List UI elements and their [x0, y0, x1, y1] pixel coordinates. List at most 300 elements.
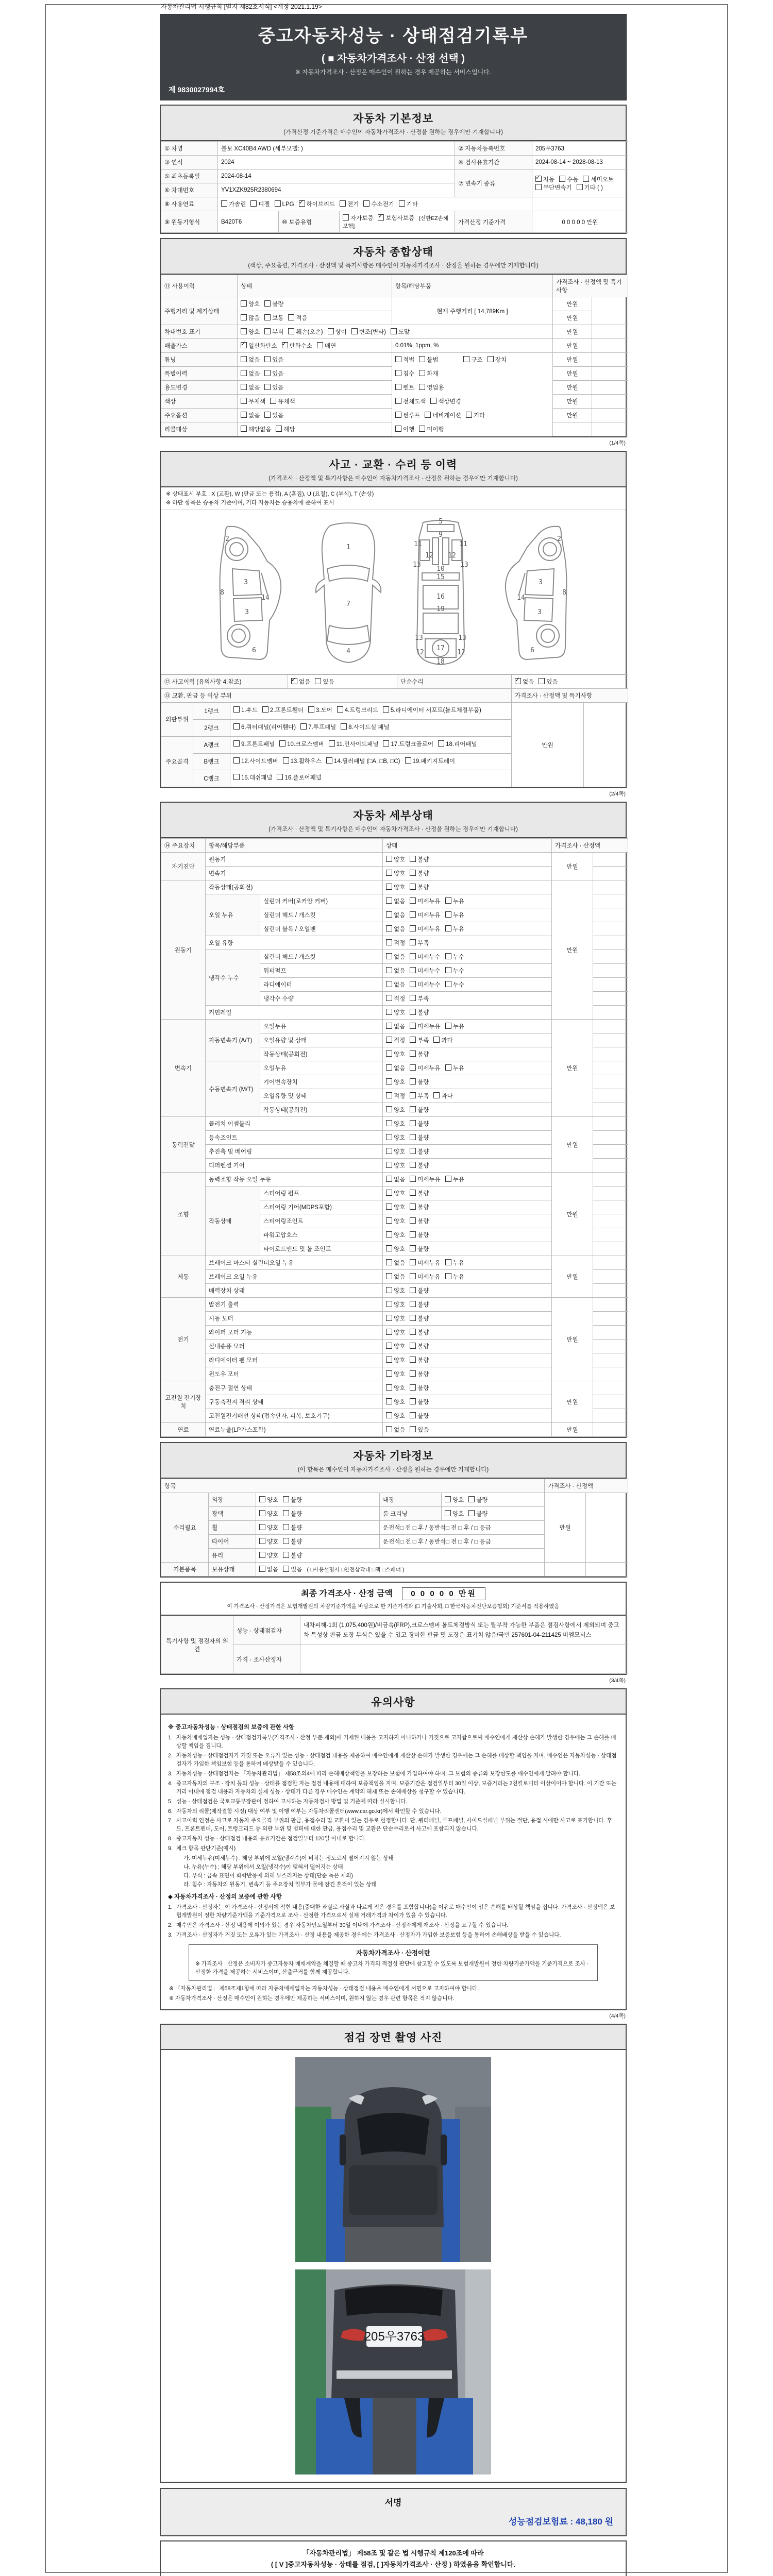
checkbox-icon[interactable]: [341, 723, 347, 730]
checkbox-option[interactable]: [277, 773, 322, 784]
checkbox-option[interactable]: [466, 411, 485, 419]
checkbox-option[interactable]: [419, 383, 444, 392]
checkbox-icon[interactable]: [340, 200, 346, 207]
checkbox-icon[interactable]: [259, 1510, 265, 1516]
checkbox-option[interactable]: [386, 1078, 405, 1086]
checkbox-icon[interactable]: [276, 426, 282, 432]
checkbox-icon[interactable]: [410, 967, 416, 973]
checkbox-option[interactable]: [233, 739, 275, 751]
checkbox-icon[interactable]: [410, 1357, 416, 1363]
checkbox-icon[interactable]: [386, 1204, 392, 1210]
checkbox-option[interactable]: [270, 397, 295, 405]
checkbox-option[interactable]: [259, 1537, 278, 1546]
checkbox-option[interactable]: [410, 1328, 429, 1336]
checkbox-option[interactable]: [275, 200, 294, 208]
checkbox-icon[interactable]: [410, 1231, 416, 1238]
checkbox-icon[interactable]: [410, 911, 416, 918]
checkbox-icon[interactable]: [264, 370, 271, 376]
checkbox-icon[interactable]: [468, 1496, 475, 1502]
checkbox-option[interactable]: [283, 1537, 302, 1546]
checkbox-icon[interactable]: [386, 1176, 392, 1182]
checkbox-icon[interactable]: [419, 370, 425, 376]
checkbox-icon[interactable]: [386, 1357, 392, 1363]
checkbox-icon[interactable]: [386, 1134, 392, 1140]
checkbox-icon[interactable]: [468, 1510, 475, 1516]
checkbox-option[interactable]: [430, 397, 461, 405]
checkbox-option[interactable]: [386, 1092, 405, 1100]
checkbox-icon[interactable]: [241, 384, 247, 390]
checkbox-icon[interactable]: [559, 176, 565, 182]
checkbox-icon[interactable]: [283, 757, 289, 764]
checkbox-icon[interactable]: [410, 1287, 416, 1293]
checkbox-option[interactable]: [340, 200, 359, 208]
checkbox-icon[interactable]: [386, 1259, 392, 1265]
checkbox-icon[interactable]: [326, 757, 332, 764]
checkbox-icon[interactable]: [386, 897, 392, 904]
checkbox-icon[interactable]: [430, 398, 436, 404]
checkbox-option[interactable]: [410, 1078, 429, 1086]
checkbox-option[interactable]: [386, 953, 405, 961]
checkbox-option[interactable]: [386, 980, 405, 989]
checkbox-option[interactable]: [395, 369, 414, 378]
checkbox-icon[interactable]: [395, 384, 401, 390]
checkbox-option[interactable]: [410, 1008, 429, 1016]
checkbox-icon[interactable]: [386, 1148, 392, 1154]
checkbox-icon[interactable]: [410, 1204, 416, 1210]
checkbox-option[interactable]: [386, 869, 405, 877]
checkbox-option[interactable]: [391, 328, 410, 336]
checkbox-option[interactable]: [445, 1064, 464, 1072]
checkbox-icon[interactable]: [410, 856, 416, 862]
checkbox-icon[interactable]: [386, 1106, 392, 1112]
checkbox-option[interactable]: [282, 342, 312, 350]
checkbox-icon[interactable]: [577, 184, 583, 190]
checkbox-option[interactable]: [300, 722, 336, 734]
checkbox-option[interactable]: [326, 756, 400, 768]
checkbox-icon[interactable]: [386, 884, 392, 890]
checkbox-option[interactable]: [410, 1314, 429, 1323]
checkbox-option[interactable]: [383, 705, 481, 717]
checkbox-option[interactable]: [363, 200, 394, 208]
checked-checkbox-icon[interactable]: [282, 342, 288, 348]
checkbox-icon[interactable]: [410, 1009, 416, 1015]
checkbox-icon[interactable]: [262, 706, 268, 713]
checkbox-icon[interactable]: [410, 1106, 416, 1112]
checkbox-icon[interactable]: [259, 1496, 265, 1502]
checkbox-option[interactable]: [410, 1161, 429, 1170]
checkbox-option[interactable]: [419, 369, 438, 378]
checkbox-option[interactable]: [410, 1273, 440, 1281]
checkbox-icon[interactable]: [419, 356, 425, 362]
checkbox-icon[interactable]: [410, 939, 416, 945]
checkbox-icon[interactable]: [419, 426, 425, 432]
checkbox-option[interactable]: [262, 705, 304, 717]
checkbox-option[interactable]: [241, 369, 260, 378]
checked-checkbox-icon[interactable]: [241, 342, 247, 348]
checkbox-option[interactable]: [259, 1496, 278, 1504]
checkbox-icon[interactable]: [410, 1134, 416, 1140]
checkbox-option[interactable]: [386, 897, 405, 905]
checkbox-option[interactable]: [250, 200, 270, 208]
checkbox-icon[interactable]: [386, 1217, 392, 1224]
checkbox-icon[interactable]: [488, 356, 494, 362]
checkbox-icon[interactable]: [383, 706, 389, 713]
checkbox-option[interactable]: [535, 175, 554, 183]
checkbox-icon[interactable]: [386, 856, 392, 862]
checkbox-icon[interactable]: [386, 1329, 392, 1335]
checkbox-option[interactable]: [241, 300, 260, 308]
checkbox-icon[interactable]: [386, 995, 392, 1001]
checkbox-icon[interactable]: [283, 1566, 289, 1572]
checkbox-option[interactable]: [410, 1286, 429, 1295]
checkbox-icon[interactable]: [386, 1120, 392, 1126]
checkbox-option[interactable]: [378, 214, 414, 222]
checkbox-option[interactable]: [264, 411, 283, 419]
checkbox-icon[interactable]: [445, 911, 451, 918]
checkbox-icon[interactable]: [419, 384, 425, 390]
checkbox-option[interactable]: [264, 328, 283, 336]
checkbox-icon[interactable]: [264, 384, 271, 390]
checkbox-icon[interactable]: [259, 1538, 265, 1544]
checkbox-option[interactable]: [410, 869, 429, 877]
checkbox-option[interactable]: [386, 911, 405, 919]
checkbox-icon[interactable]: [410, 1162, 416, 1168]
checkbox-option[interactable]: [241, 425, 271, 433]
checkbox-option[interactable]: [386, 1398, 405, 1406]
checkbox-option[interactable]: [299, 200, 335, 208]
checkbox-icon[interactable]: [386, 1343, 392, 1349]
checkbox-option[interactable]: [241, 397, 265, 405]
checkbox-icon[interactable]: [386, 1287, 392, 1293]
checkbox-icon[interactable]: [386, 1023, 392, 1029]
checkbox-option[interactable]: [399, 200, 418, 208]
checkbox-icon[interactable]: [241, 412, 247, 418]
checkbox-icon[interactable]: [405, 757, 411, 764]
checkbox-option[interactable]: [559, 175, 578, 183]
checkbox-icon[interactable]: [391, 328, 397, 334]
checkbox-icon[interactable]: [386, 1190, 392, 1196]
checkbox-icon[interactable]: [250, 200, 257, 207]
checkbox-option[interactable]: [329, 739, 379, 751]
checkbox-icon[interactable]: [399, 200, 405, 207]
checkbox-icon[interactable]: [386, 870, 392, 876]
checkbox-option[interactable]: [288, 314, 307, 322]
checkbox-option[interactable]: [445, 980, 464, 989]
checkbox-option[interactable]: [419, 355, 438, 364]
checkbox-option[interactable]: [410, 1189, 429, 1197]
checkbox-icon[interactable]: [410, 1301, 416, 1307]
checkbox-option[interactable]: [410, 897, 440, 905]
checkbox-option[interactable]: [386, 1133, 405, 1142]
checkbox-option[interactable]: [264, 355, 283, 364]
checkbox-option[interactable]: [410, 855, 429, 863]
checkbox-icon[interactable]: [328, 328, 334, 334]
checkbox-option[interactable]: [276, 425, 295, 433]
checkbox-icon[interactable]: [283, 1496, 289, 1502]
checkbox-icon[interactable]: [410, 1273, 416, 1279]
checkbox-icon[interactable]: [386, 1037, 392, 1043]
checkbox-icon[interactable]: [445, 1510, 451, 1516]
checkbox-option[interactable]: [405, 756, 456, 768]
checkbox-icon[interactable]: [277, 774, 283, 780]
checkbox-option[interactable]: [386, 1147, 405, 1156]
checkbox-icon[interactable]: [241, 300, 247, 307]
checkbox-icon[interactable]: [410, 1064, 416, 1071]
checkbox-option[interactable]: [445, 1496, 464, 1504]
checkbox-option[interactable]: [386, 1342, 405, 1350]
checkbox-icon[interactable]: [466, 412, 472, 418]
checkbox-icon[interactable]: [395, 370, 401, 376]
checkbox-icon[interactable]: [395, 398, 401, 404]
checkbox-icon[interactable]: [264, 412, 271, 418]
checkbox-icon[interactable]: [425, 412, 431, 418]
checkbox-option[interactable]: [241, 383, 260, 392]
checkbox-icon[interactable]: [410, 953, 416, 959]
checkbox-icon[interactable]: [410, 1259, 416, 1265]
checkbox-option[interactable]: [386, 1036, 405, 1044]
checkbox-option[interactable]: [337, 705, 378, 717]
checkbox-option[interactable]: [410, 1120, 429, 1128]
checkbox-option[interactable]: [410, 911, 440, 919]
checkbox-icon[interactable]: [259, 1524, 265, 1530]
checkbox-icon[interactable]: [386, 1009, 392, 1015]
checkbox-option[interactable]: [410, 1203, 429, 1211]
checkbox-option[interactable]: [386, 1189, 405, 1197]
checkbox-icon[interactable]: [410, 1023, 416, 1029]
checkbox-option[interactable]: [386, 967, 405, 975]
checkbox-icon[interactable]: [233, 774, 240, 780]
checkbox-option[interactable]: [438, 739, 477, 751]
checkbox-icon[interactable]: [410, 1315, 416, 1321]
checkbox-option[interactable]: [315, 677, 334, 686]
checkbox-icon[interactable]: [283, 1524, 289, 1530]
checkbox-icon[interactable]: [445, 1064, 451, 1071]
checkbox-icon[interactable]: [386, 1412, 392, 1418]
checkbox-icon[interactable]: [410, 1329, 416, 1335]
checkbox-option[interactable]: [283, 1496, 302, 1504]
checkbox-option[interactable]: [468, 1496, 488, 1504]
checkbox-option[interactable]: [410, 1300, 429, 1309]
checkbox-icon[interactable]: [386, 1301, 392, 1307]
checkbox-option[interactable]: [386, 1245, 405, 1253]
checkbox-option[interactable]: [341, 722, 389, 734]
checkbox-icon[interactable]: [410, 1343, 416, 1349]
checkbox-option[interactable]: [259, 1523, 278, 1532]
checkbox-option[interactable]: [264, 300, 283, 308]
checkbox-option[interactable]: [515, 677, 534, 686]
checkbox-icon[interactable]: [445, 953, 451, 959]
checkbox-icon[interactable]: [410, 870, 416, 876]
checkbox-option[interactable]: [386, 939, 405, 947]
checkbox-icon[interactable]: [410, 1050, 416, 1057]
checkbox-option[interactable]: [221, 200, 246, 208]
checkbox-icon[interactable]: [445, 981, 451, 987]
checkbox-icon[interactable]: [410, 1384, 416, 1391]
checkbox-option[interactable]: [241, 314, 260, 322]
checkbox-icon[interactable]: [241, 314, 247, 320]
checkbox-icon[interactable]: [410, 981, 416, 987]
checkbox-icon[interactable]: [351, 328, 358, 334]
checkbox-icon[interactable]: [410, 1370, 416, 1377]
checkbox-option[interactable]: [410, 883, 429, 891]
checkbox-option[interactable]: [395, 383, 414, 392]
checkbox-option[interactable]: [386, 1231, 405, 1239]
checkbox-icon[interactable]: [386, 953, 392, 959]
checkbox-option[interactable]: [395, 425, 414, 433]
checkbox-icon[interactable]: [259, 1566, 265, 1572]
checkbox-option[interactable]: [328, 328, 347, 336]
checkbox-option[interactable]: [488, 355, 507, 364]
checkbox-option[interactable]: [386, 1328, 405, 1336]
checkbox-option[interactable]: [241, 342, 277, 350]
checkbox-icon[interactable]: [445, 925, 451, 931]
checkbox-option[interactable]: [343, 214, 373, 222]
checkbox-icon[interactable]: [445, 1273, 451, 1279]
checkbox-option[interactable]: [386, 1050, 405, 1058]
checkbox-icon[interactable]: [395, 412, 401, 418]
checkbox-option[interactable]: [386, 1384, 405, 1392]
checkbox-option[interactable]: [445, 897, 464, 905]
checkbox-icon[interactable]: [445, 967, 451, 973]
checkbox-option[interactable]: [386, 1273, 405, 1281]
checkbox-icon[interactable]: [386, 925, 392, 931]
checkbox-option[interactable]: [264, 369, 283, 378]
checkbox-icon[interactable]: [410, 1078, 416, 1084]
checkbox-option[interactable]: [283, 1510, 302, 1518]
checkbox-icon[interactable]: [395, 426, 401, 432]
checkbox-icon[interactable]: [386, 1231, 392, 1238]
checkbox-icon[interactable]: [410, 1426, 416, 1432]
checkbox-icon[interactable]: [383, 740, 389, 747]
checkbox-option[interactable]: [410, 1370, 429, 1378]
checkbox-option[interactable]: [410, 1106, 429, 1114]
checkbox-icon[interactable]: [329, 740, 335, 747]
checked-checkbox-icon[interactable]: [378, 214, 384, 221]
checkbox-option[interactable]: [445, 925, 464, 933]
checkbox-option[interactable]: [410, 1231, 429, 1239]
checkbox-option[interactable]: [410, 994, 429, 1003]
checkbox-icon[interactable]: [539, 678, 545, 684]
checkbox-icon[interactable]: [288, 328, 294, 334]
checkbox-option[interactable]: [445, 1273, 464, 1281]
checkbox-icon[interactable]: [386, 1162, 392, 1168]
checkbox-option[interactable]: [410, 1217, 429, 1225]
checkbox-icon[interactable]: [445, 1496, 451, 1502]
checkbox-option[interactable]: [233, 756, 278, 768]
checkbox-icon[interactable]: [445, 1259, 451, 1265]
checkbox-icon[interactable]: [233, 706, 240, 713]
checkbox-icon[interactable]: [308, 706, 314, 713]
checkbox-option[interactable]: [433, 1036, 452, 1044]
checkbox-icon[interactable]: [241, 356, 247, 362]
checkbox-icon[interactable]: [583, 176, 589, 182]
checkbox-icon[interactable]: [233, 740, 240, 747]
checkbox-option[interactable]: [283, 1551, 302, 1560]
checkbox-icon[interactable]: [279, 740, 285, 747]
checkbox-icon[interactable]: [395, 356, 401, 362]
checkbox-icon[interactable]: [259, 1552, 265, 1558]
checkbox-option[interactable]: [386, 1175, 405, 1183]
checkbox-option[interactable]: [445, 967, 464, 975]
checkbox-option[interactable]: [410, 1036, 429, 1044]
checkbox-icon[interactable]: [410, 1412, 416, 1418]
checkbox-option[interactable]: [317, 342, 336, 350]
checkbox-option[interactable]: [386, 1022, 405, 1030]
checkbox-option[interactable]: [241, 328, 260, 336]
checkbox-option[interactable]: [283, 756, 322, 768]
checkbox-option[interactable]: [410, 1050, 429, 1058]
checkbox-option[interactable]: [425, 411, 461, 419]
checkbox-option[interactable]: [410, 967, 440, 975]
checkbox-icon[interactable]: [410, 897, 416, 904]
checkbox-option[interactable]: [383, 739, 433, 751]
checkbox-option[interactable]: [386, 1300, 405, 1309]
checkbox-icon[interactable]: [410, 1398, 416, 1404]
checkbox-icon[interactable]: [433, 1037, 440, 1043]
checkbox-option[interactable]: [433, 1092, 452, 1100]
checkbox-icon[interactable]: [410, 1148, 416, 1154]
checkbox-option[interactable]: [386, 1412, 405, 1420]
checkbox-icon[interactable]: [445, 1023, 451, 1029]
checkbox-option[interactable]: [386, 925, 405, 933]
checkbox-option[interactable]: [410, 1356, 429, 1364]
checkbox-icon[interactable]: [363, 200, 369, 207]
checkbox-option[interactable]: [539, 677, 558, 686]
checkbox-icon[interactable]: [386, 981, 392, 987]
checkbox-option[interactable]: [445, 911, 464, 919]
checkbox-option[interactable]: [386, 1314, 405, 1323]
checkbox-icon[interactable]: [233, 757, 240, 764]
checkbox-option[interactable]: [410, 1147, 429, 1156]
checkbox-option[interactable]: [259, 1551, 278, 1560]
checkbox-option[interactable]: [410, 1426, 429, 1434]
checkbox-icon[interactable]: [535, 184, 542, 190]
checkbox-option[interactable]: [351, 328, 386, 336]
checkbox-icon[interactable]: [410, 1245, 416, 1251]
checkbox-option[interactable]: [386, 994, 405, 1003]
checkbox-option[interactable]: [410, 1384, 429, 1392]
checkbox-option[interactable]: [264, 314, 283, 322]
checkbox-icon[interactable]: [270, 398, 276, 404]
checkbox-option[interactable]: [241, 411, 260, 419]
checkbox-option[interactable]: [386, 855, 405, 863]
checkbox-icon[interactable]: [233, 723, 240, 730]
checkbox-icon[interactable]: [343, 214, 349, 221]
checkbox-icon[interactable]: [264, 328, 271, 334]
checkbox-icon[interactable]: [317, 342, 323, 348]
checkbox-icon[interactable]: [438, 740, 444, 747]
checkbox-option[interactable]: [410, 953, 440, 961]
checkbox-option[interactable]: [410, 1022, 440, 1030]
checkbox-option[interactable]: [410, 1064, 440, 1072]
checkbox-option[interactable]: [410, 980, 440, 989]
checkbox-icon[interactable]: [386, 1064, 392, 1071]
checkbox-option[interactable]: [386, 1203, 405, 1211]
checkbox-option[interactable]: [386, 1286, 405, 1295]
checkbox-icon[interactable]: [445, 897, 451, 904]
checkbox-option[interactable]: [386, 1106, 405, 1114]
checkbox-option[interactable]: [233, 722, 296, 734]
checkbox-option[interactable]: [386, 1259, 405, 1267]
checkbox-option[interactable]: [386, 1120, 405, 1128]
checkbox-option[interactable]: [395, 397, 426, 405]
checked-checkbox-icon[interactable]: [515, 678, 521, 684]
checkbox-option[interactable]: [577, 183, 603, 192]
checkbox-option[interactable]: [445, 1175, 464, 1183]
checkbox-option[interactable]: [386, 1370, 405, 1378]
checkbox-option[interactable]: [419, 425, 444, 433]
checkbox-icon[interactable]: [386, 939, 392, 945]
